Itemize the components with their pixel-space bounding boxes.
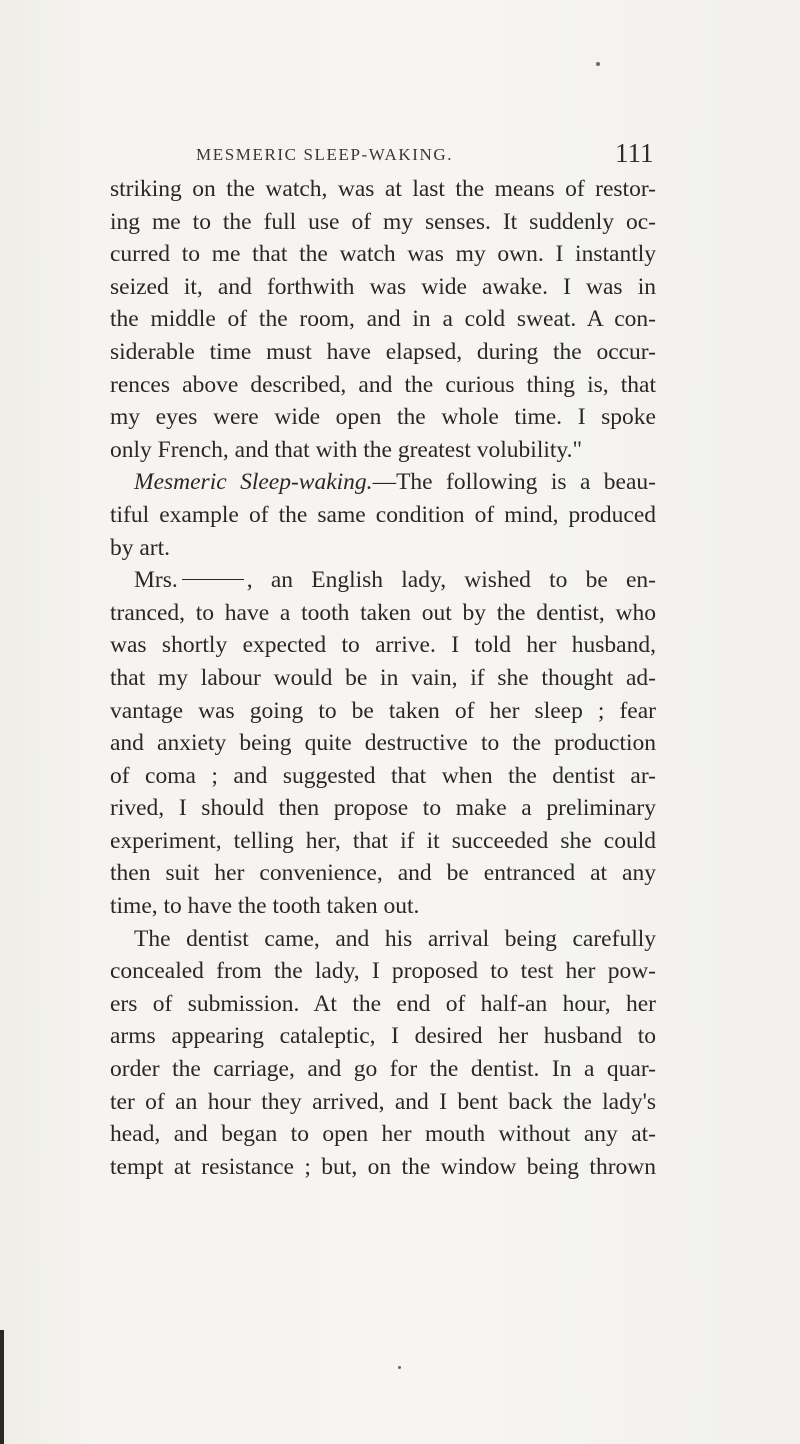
text-line: arms appearing cataleptic, I desired her husband to <box>110 1023 656 1050</box>
text-line: my eyes were wide open the whole time. I spoke <box>110 404 656 431</box>
text-line: was shortly expected to arrive. I told her husband, <box>110 632 656 659</box>
page-edge-mark <box>0 1330 4 1444</box>
text-line: ers of submission. At the end of half-an hour, her <box>110 990 656 1017</box>
page-number: 111 <box>615 138 654 168</box>
section-heading-line <box>110 466 656 499</box>
body-text <box>110 173 656 1183</box>
text-line: only French, and that with the greatest volubility." <box>110 436 583 463</box>
text-line: tranced, to have a tooth taken out by the dentist, who <box>110 599 656 626</box>
text-line: by art. <box>110 534 171 561</box>
print-speck <box>398 1366 401 1369</box>
print-speck <box>596 62 600 66</box>
text-line: ing me to the full use of my senses. It suddenly oc- <box>110 208 656 235</box>
text-line: order the carriage, and go for the dentist. In a quar- <box>110 1056 656 1083</box>
mrs-continuation: , an English lady, wished to be en- <box>246 567 656 594</box>
mrs-prefix: Mrs. <box>134 567 178 594</box>
heading-continuation: —The following is a beau- <box>372 469 656 496</box>
page-header <box>190 138 660 168</box>
name-omission-dash <box>182 579 244 580</box>
text-line: time, to have the tooth taken out. <box>110 893 420 920</box>
text-line: striking on the watch, was at last the means of restor- <box>110 176 656 202</box>
text-line: rived, I should then propose to make a preliminary <box>110 795 656 822</box>
text-line: ter of an hour they arrived, and I bent back the lady's <box>110 1088 656 1115</box>
text-line: then suit her convenience, and be entranced at any <box>110 860 656 887</box>
paragraph-opening-line <box>110 564 656 597</box>
section-heading: Mesmeric Sleep-waking. <box>134 469 373 496</box>
text-line: rences above described, and the curious thing is, that <box>110 371 656 398</box>
text-line: of coma ; and suggested that when the dentist ar- <box>110 762 656 789</box>
text-line: siderable time must have elapsed, during the occur- <box>110 338 656 365</box>
text-line: The dentist came, and his arrival being carefully <box>134 925 656 952</box>
text-line: tiful example of the same condition of mind, produced <box>110 501 656 528</box>
text-line: seized it, and forthwith was wide awake. I was in <box>110 273 656 300</box>
text-line: vantage was going to be taken of her sleep ; fear <box>110 697 656 724</box>
text-line: experiment, telling her, that if it succeeded she could <box>110 827 656 854</box>
text-line: tempt at resistance ; but, on the window being thrown <box>110 1153 656 1180</box>
text-line: concealed from the lady, I proposed to test her pow- <box>110 958 656 985</box>
text-line: the middle of the room, and in a cold sweat. A con- <box>110 306 656 333</box>
text-line: and anxiety being quite destructive to the production <box>110 730 656 757</box>
text-line: curred to me that the watch was my own. I instantly <box>110 241 656 268</box>
text-line: head, and began to open her mouth without any at- <box>110 1121 656 1148</box>
running-head: MESMERIC SLEEP-WAKING. <box>196 145 454 164</box>
text-line: that my labour would be in vain, if she thought ad- <box>110 664 656 691</box>
